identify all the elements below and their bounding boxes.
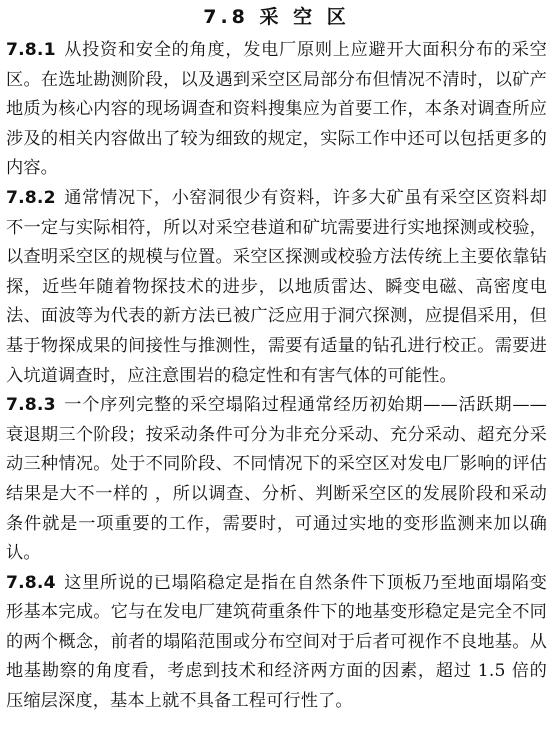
clause-paragraph (6, 184, 547, 391)
clause-number: 7.8.3 (6, 395, 56, 416)
clause-number: 7.8.2 (6, 187, 56, 208)
section-number: 7.8 (203, 6, 249, 28)
section-title-text: 采 空 区 (259, 6, 350, 28)
section-heading (6, 0, 547, 34)
clause-text: 通常情况下，小窑洞很少有资料，许多大矿虽有采空区资料却不一定与实际相符，所以对采空巷道和矿坑需要进行实地探测或校验，以查明采空区的规模与位置。采空区探测或校验方法传统上主要依靠钻探，近些年随着物探技术的进步，以地质雷达、瞬变电磁、高密度电法、面波等为代表的新方法已被广泛应用于洞穴探测，应提倡采用，但基于物探成果的间接性与推测性，需要有适量的钻孔进行校正。需要进入坑道调查时，应注意围岩的稳定性和有害气体的可能性。 (6, 187, 547, 386)
clause-text: 这里所说的已塌陷稳定是指在自然条件下顶板乃至地面塌陷变形基本完成。它与在发电厂建筑荷重条件下的地基变形稳定是完全不同的两个概念，前者的塌陷范围或分布空间对于后者可视作不良地基。从地基勘察的角度看，考虑到技术和经济两方面的因素，超过 1.5 倍的压缩层深度，基本上就不具备工程可行性了。 (6, 572, 547, 712)
clause-paragraph (6, 36, 547, 184)
document-page (6, 0, 547, 717)
clause-paragraph (6, 569, 547, 717)
clause-number: 7.8.1 (6, 40, 56, 60)
clause-number: 7.8.4 (6, 572, 56, 593)
clause-text: 从投资和安全的角度，发电厂原则上应避开大面积分布的采空区。在选址勘测阶段，以及遇到采空区局部分布但情况不清时，以矿产地质为核心内容的现场调查和资料搜集应为首要工作，本条对调查所应涉及的相关内容做出了较为细致的规定，实际工作中还可以包括更多的内容。 (6, 40, 547, 179)
clause-text: 一个序列完整的采空塌陷过程通常经历初始期——活跃期——衰退期三个阶段；按采动条件可分为非充分采动、充分采动、超充分采动三种情况。处于不同阶段、不同情况下的采空区对发电厂影响的评估结果是大不一样的 ，所以调查、分析、判断采空区的发展阶段和采动条件就是一项重要的工作，需要时，可通过实地的变形监测来加以确认。 (6, 395, 547, 564)
clause-paragraph (6, 391, 547, 569)
